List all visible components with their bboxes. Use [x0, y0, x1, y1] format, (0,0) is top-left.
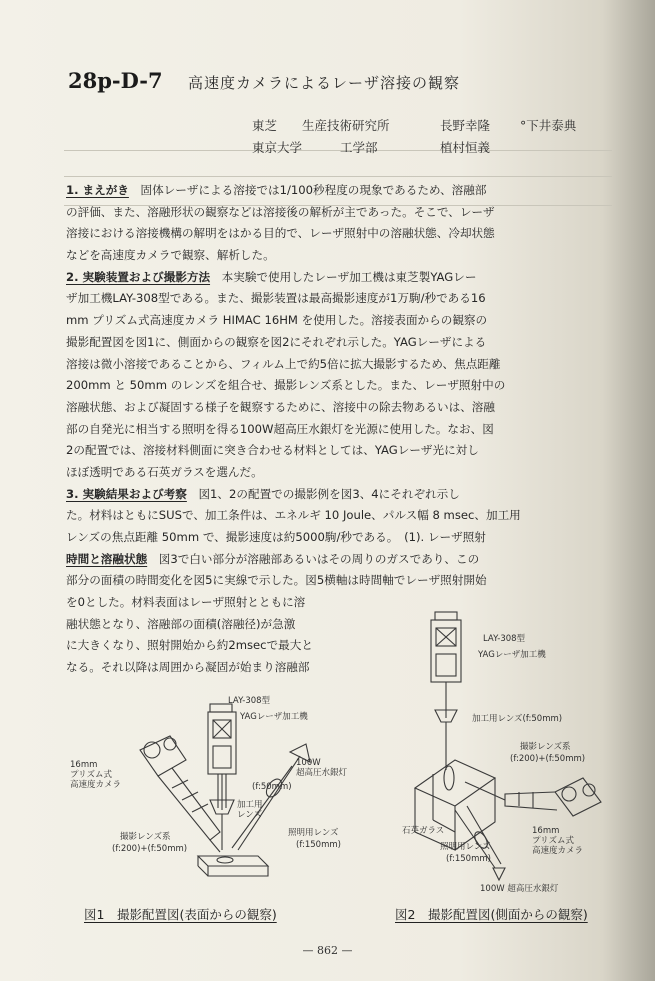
line-text: などを高速度カメラで観察、解析した。	[66, 248, 275, 263]
author-line	[252, 116, 612, 138]
fig1-camera-label: 16mm プリズム式 高速度カメラ	[70, 760, 122, 790]
fig2-illum-lens-focal: (f:150mm)	[446, 854, 491, 864]
line-text: 部分の面積の時間変化を図5に実線で示した。図5横軸は時間軸でレーザ照射開始	[66, 573, 487, 588]
text-line	[66, 310, 612, 332]
text-line	[66, 505, 612, 527]
line-text: 本実験で使用したレーザ加工機は東芝製YAGレー	[210, 269, 477, 284]
line-text: 図3で白い部分が溶融部あるいはその周りのガスであり、この	[147, 551, 480, 566]
fig2-laser-label: LAY-308型	[483, 634, 526, 644]
section-heading: 2. 実験装置および撮影方法	[66, 269, 211, 284]
section-heading: 時間と溶融状態	[66, 551, 148, 566]
text-line	[66, 419, 612, 441]
text-line	[66, 375, 612, 397]
text-line	[66, 635, 411, 657]
text-line	[66, 202, 612, 224]
author-block	[252, 116, 612, 160]
author-name: 長野幸隆	[440, 118, 491, 133]
text-line	[66, 462, 612, 484]
author-line	[252, 138, 612, 160]
text-line	[66, 397, 612, 419]
fig1-illum-lens-label: 照明用レンズ	[288, 828, 339, 838]
line-text: 図1、2の配置での撮影例を図3、4にそれぞれ示し	[186, 486, 460, 501]
text-line	[66, 592, 411, 614]
text-line	[66, 354, 612, 376]
fig2-proc-lens-label: 加工用レンズ(f:50mm)	[472, 714, 563, 724]
line-text: た。材料はともにSUSで、加工条件は、エネルギ 10 Joule、パルス幅 8 msec、加工用	[66, 508, 521, 523]
text-line	[66, 180, 612, 202]
text-line	[66, 657, 411, 679]
line-text: 撮影配置図を図1に、側面からの観察を図2にそれぞれ示した。YAGレーザによる	[66, 334, 487, 349]
figure-2-caption: 図2 撮影配置図(側面からの観察)	[395, 907, 588, 922]
section-heading: 1. まえがき	[66, 183, 129, 197]
author-affiliation: 東芝	[252, 118, 278, 133]
author-affiliation: 東京大学	[252, 140, 303, 155]
fig2-illum-lens-label: 照明用レンズ	[440, 842, 491, 852]
fig1-proc-lens-label: 加工用 レンズ	[237, 800, 263, 820]
fig1-lens-system-label: 撮影レンズ系	[120, 832, 171, 842]
paper-header	[68, 68, 608, 98]
text-line	[66, 570, 612, 592]
author-name: °下井泰典	[520, 118, 577, 133]
line-text: 溶接における溶接機構の解明をはかる目的で、レーザ照射中の溶融状態、冷却状態	[66, 226, 495, 241]
laser-head	[208, 704, 236, 850]
fig2-laser-sub-label: YAGレーザ加工機	[478, 650, 546, 660]
line-text: 固体レーザによる溶接では1/100秒程度の現象であるため、溶融部	[128, 183, 487, 197]
camera	[465, 778, 601, 816]
author-name: 植村恒義	[440, 140, 491, 155]
text-line	[66, 245, 612, 267]
line-text: 融状態となり、溶融部の面積(溶融径)が急激	[66, 616, 296, 631]
fig2-lamp-label: 100W 超高圧水銀灯	[480, 884, 559, 894]
fig2-lens-system-label: 撮影レンズ系	[520, 742, 571, 752]
text-line	[66, 527, 612, 549]
line-text: ザ加工機LAY-308型である。また、撮影装置は最高撮影速度が1万駒/秒である16	[66, 291, 486, 306]
workpiece-cube	[415, 760, 495, 850]
fig1-laser-sub-label: YAGレーザ加工機	[240, 712, 308, 722]
line-text: を0とした。材料表面はレーザ照射とともに溶	[66, 595, 306, 610]
line-text: 2の配置では、溶接材料側面に突き合わせる材料としては、YAGレーザ光に対し	[66, 443, 479, 458]
text-line	[66, 549, 612, 571]
bleed-line	[64, 176, 612, 177]
line-text: レンズの焦点距離 50mm で、撮影速度は約5000駒/秒である。 (1). レーザ照射	[66, 530, 486, 544]
line-text: 溶接は微小溶接であることから、フィルム上で約5倍に拡大撮影するため、焦点距離	[66, 356, 501, 371]
line-text: 200mm と 50mm のレンズを組合せ、撮影レンズ系とした。また、レーザ照射中の	[66, 378, 506, 393]
body-text	[66, 180, 612, 679]
session-number: 28p-D-7	[68, 68, 163, 93]
line-text: 溶融状態、および凝固する様子を観察するために、溶接中の除去物あるいは、溶融	[66, 399, 495, 414]
laser-head	[431, 612, 461, 770]
text-line	[66, 288, 612, 310]
text-line	[66, 332, 612, 354]
fig1-lens-system-focal: (f:200)+(f:50mm)	[112, 844, 188, 854]
text-line	[66, 440, 612, 462]
fig1-illum-lens-focal: (f:150mm)	[296, 840, 341, 850]
work-table	[198, 856, 268, 876]
section-heading: 3. 実験結果および考察	[66, 486, 187, 501]
line-text: なる。それ以降は周囲から凝固が始まり溶融部	[66, 660, 310, 675]
author-department: 工学部	[340, 140, 378, 155]
text-line	[66, 614, 411, 636]
text-line	[66, 223, 612, 245]
fig1-proc-lens-focal: (f:50mm)	[252, 782, 292, 792]
line-text: の評価、また、溶融形状の観察などは溶接後の解析が主であった。そこで、レーザ	[66, 204, 495, 219]
author-department: 生産技術研究所	[302, 118, 390, 133]
fig1-lamp-label: 100W 超高圧水銀灯	[296, 758, 348, 778]
fig2-camera-label: 16mm プリズム式 高速度カメラ	[532, 826, 584, 856]
figure-1-caption: 図1 撮影配置図(表面からの観察)	[84, 907, 277, 922]
paper-title: 高速度カメラによるレーザ溶接の観察	[188, 74, 461, 92]
fig2-quartz-label: 石英ガラス	[402, 826, 445, 836]
line-text: mm プリズム式高速度カメラ HIMAC 16HM を使用した。溶接表面からの観察の	[66, 313, 488, 328]
fig1-laser-label: LAY-308型	[228, 696, 271, 706]
text-line	[66, 484, 612, 506]
page-number: — 862 —	[302, 944, 353, 957]
line-text: ほぼ透明である石英ガラスを選んだ。	[66, 464, 263, 479]
fig2-lens-system-focal: (f:200)+(f:50mm)	[510, 754, 586, 764]
line-text: 部の自発光に相当する照明を得る100W超高圧水銀灯を光源に使用した。なお、図	[66, 421, 494, 436]
text-line	[66, 267, 612, 289]
line-text: に大きくなり、照射開始から約2msecで最大と	[66, 638, 313, 653]
